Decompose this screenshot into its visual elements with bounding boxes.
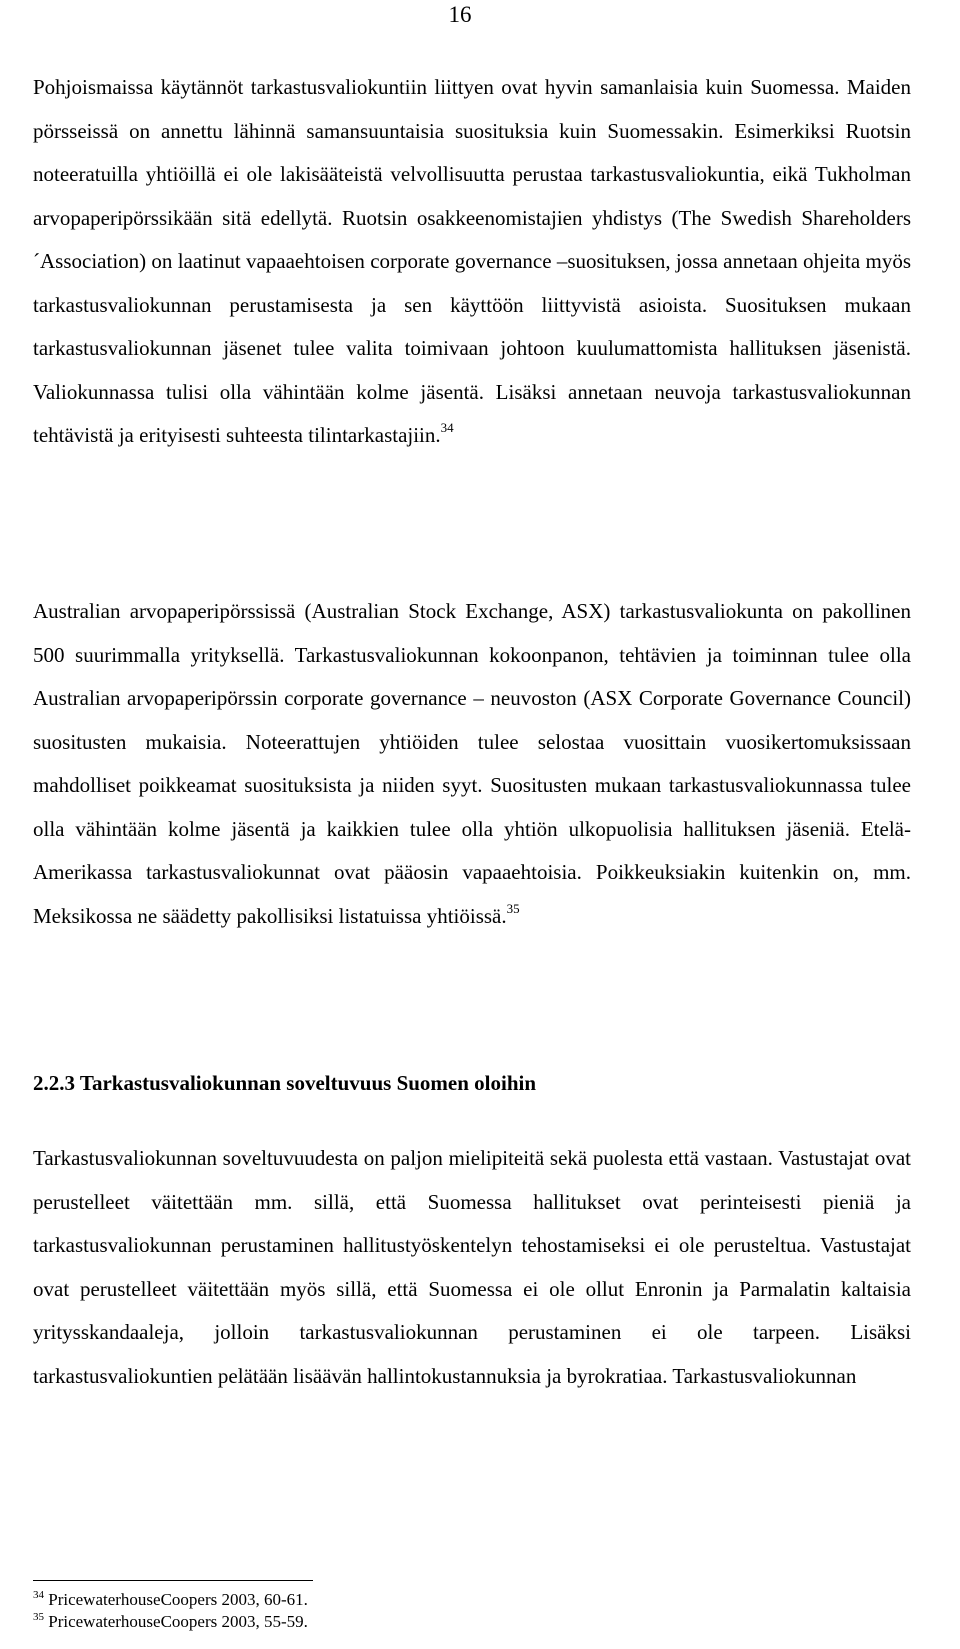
section-heading: 2.2.3 Tarkastusvaliokunnan soveltuvuus Suomen oloihin bbox=[33, 1071, 537, 1095]
footnote-reference[interactable]: 35 bbox=[506, 900, 520, 916]
footnote-separator bbox=[33, 1580, 313, 1581]
page-number: 16 bbox=[448, 2, 472, 27]
footnote-text: PricewaterhouseCoopers 2003, 60-61. bbox=[48, 1590, 308, 1609]
paragraph-nordic-practices bbox=[33, 66, 911, 458]
paragraph-text: Pohjoismaissa käytännöt tarkastusvaliokuntiin liittyen ovat hyvin samanlaisia kuin Suomessa. Maiden pörsseissä on annettu lähinnä samansuuntaisia suosituksia kuin Suomessakin. Esimerkiksi Ruotsin noteeratuilla yhtiöillä ei ole lakisääteistä velvollisuutta perustaa tarkastusvaliokuntia, eikä Tukholman arvopaperipörssikään sitä edellytä. Ruotsin osakkeenomistajien yhdistys (The Swedish Shareholders´Association) on laatinut vapaaehtoisen corporate governance –suosituksen, jossa annetaan ohjeita myös tarkastusvaliokunnan perustamisesta ja sen käyttöön liittyvistä asioista. Suosituksen mukaan tarkastusvaliokunnan jäsenet tulee valita toimivaan johtoon kuulumattomista hallituksen jäsenistä. Valiokunnassa tulisi olla vähintään kolme jäsentä. Lisäksi annetaan neuvoja tarkastusvaliokunnan tehtävistä ja erityisesti suhteesta tilintarkastajiin. bbox=[33, 75, 911, 447]
paragraph-text: Tarkastusvaliokunnan soveltuvuudesta on paljon mielipiteitä sekä puolesta että vastaan. Vastustajat ovat perustelleet väitettään mm. sillä, että Suomessa hallitukset ovat perinteisesti pieniä ja tarkastusvaliokunnan perustaminen hallitustyöskentelyn tehostamiseksi ei ole perusteltua. Vastustajat ovat perustelleet väitettään myös sillä, että Suomessa ei ole ollut Enronin ja Parmalatin kaltaisia yritysskandaaleja, jolloin tarkastusvaliokunnan perustaminen ei ole tarpeen. Lisäksi tarkastusvaliokuntien pelätään lisäävän hallintokustannuksia ja byrokratiaa. Tarkastusvaliokunnan bbox=[33, 1146, 911, 1388]
footnote-35 bbox=[33, 1611, 308, 1633]
footnote-reference[interactable]: 34 bbox=[440, 420, 454, 435]
paragraph-text: Australian arvopaperipörssissä (Australian Stock Exchange, ASX) tarkastusvaliokunta on pakollinen 500 suurimmalla yrityksellä. Tarkastusvaliokunnan kokoonpanon, tehtävien ja toiminnan tulee olla Australian arvopaperipörssin corporate governance – neuvoston (ASX Corporate Governance Council) suositusten mukaisia. Noteerattujen yhtiöiden tulee selostaa vuosittain vuosikertomuksissaan mahdolliset poikkeamat suosituksista ja niiden syyt. Suositusten mukaan tarkastusvaliokunnassa tulee olla vähintään kolme jäsentä ja kaikkien tulee olla yhtiön ulkopuolisia hallituksen jäseniä. Etelä-Amerikassa tarkastusvaliokunnat ovat pääosin vapaaehtoisia. Poikkeuksiakin kuitenkin on, mm. Meksikossa ne säädetty pakollisiksi listatuissa yhtiöissä. bbox=[33, 599, 911, 928]
paragraph-suitability-finland bbox=[33, 1137, 911, 1398]
footnotes bbox=[33, 1589, 308, 1633]
footnote-number: 35 bbox=[33, 1611, 44, 1624]
paragraph-australia-practices bbox=[33, 590, 911, 938]
footnote-text: PricewaterhouseCoopers 2003, 55-59. bbox=[48, 1612, 308, 1631]
footnote-34 bbox=[33, 1589, 308, 1611]
footnote-number: 34 bbox=[33, 1589, 44, 1602]
